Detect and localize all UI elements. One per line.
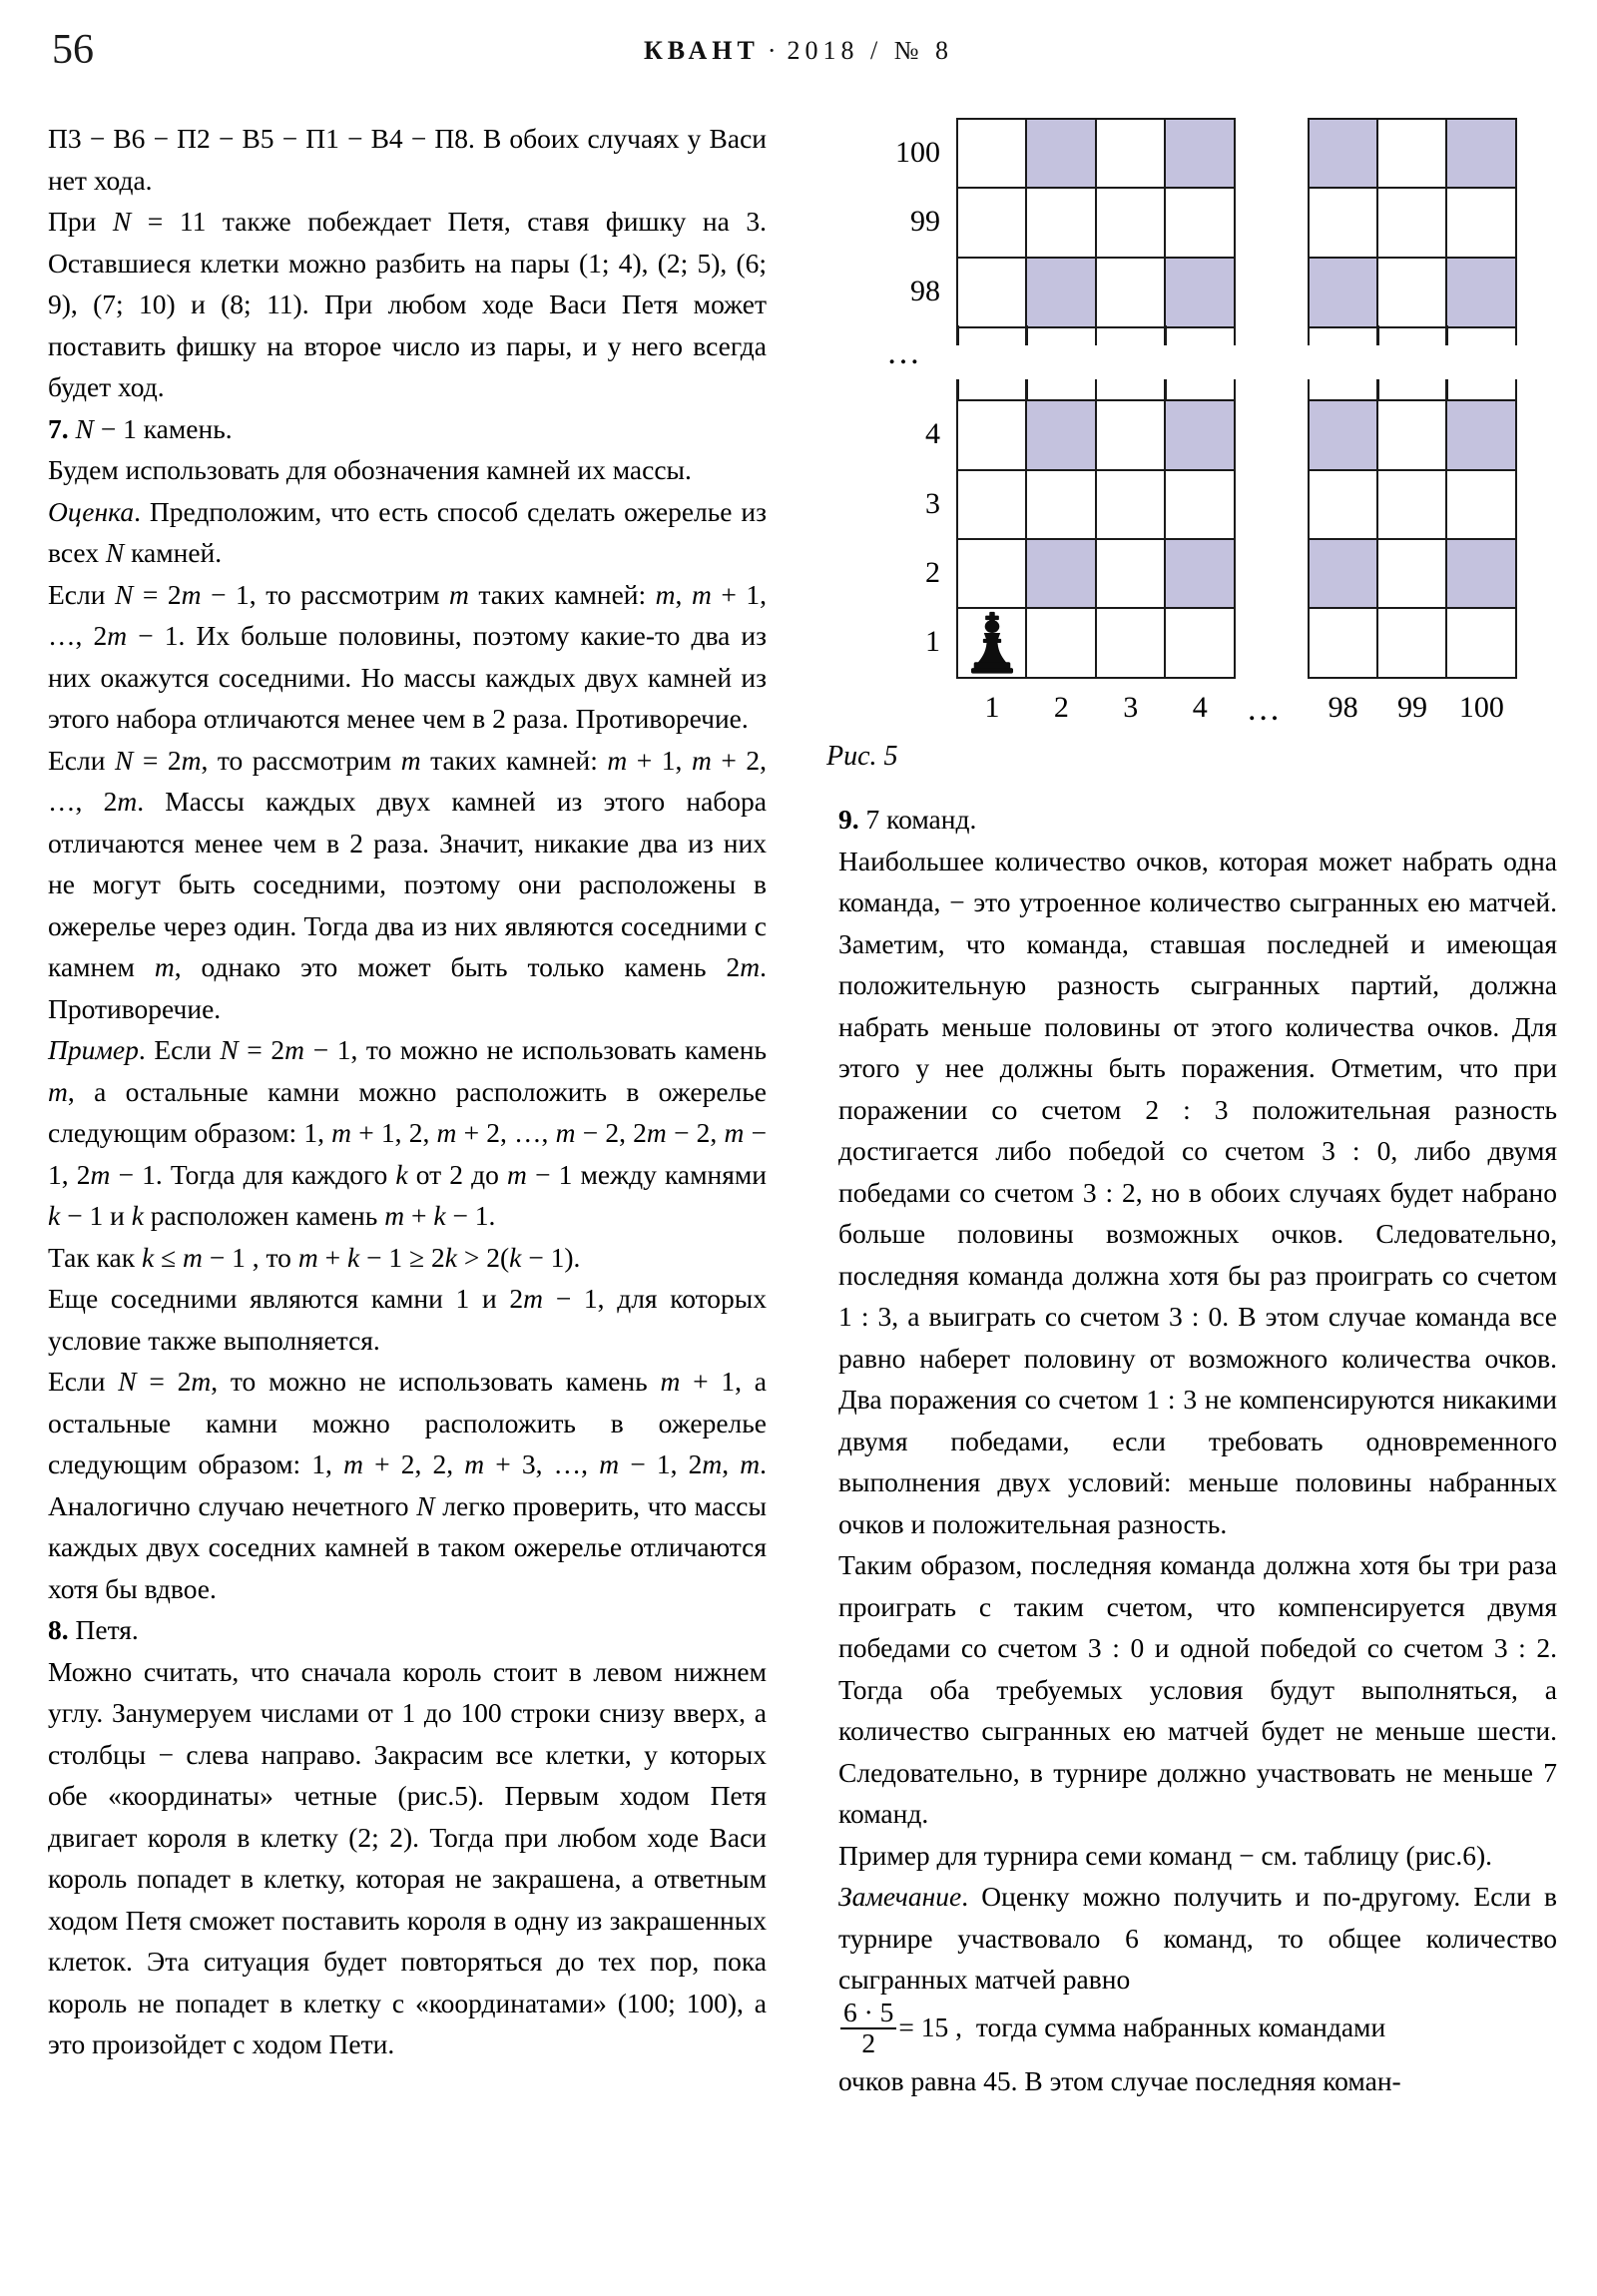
col-label-1: 1 <box>984 691 1000 725</box>
left-text-column <box>48 118 767 2065</box>
grid-stub-tick <box>1515 379 1518 399</box>
board-cell-99-99 <box>1376 187 1448 259</box>
board-cell-100-2 <box>1445 538 1517 610</box>
board-cell-2-99 <box>1025 187 1097 259</box>
board-cell-4-3 <box>1164 469 1236 541</box>
row-ellipsis: … <box>886 334 924 372</box>
problem-8-body: Можно считать, что сначала король стоит в левом нижнем углу. Занумеруем числами от 1 до 100 строки снизу вверх, а столбцы − слева направо. Закрасим все клетки, у которых обе «координаты» четные (рис.5). Первым ходом Петя двигает короля в клетку (2; 2). Тогда при любом ходе Васи король попадет в клетку, которая не закрашена, а ответным ходом Петя сможет поставить короля в одну из закрашенных клеток. Эта ситуация будет повторяться до тех пор, пока король не попадет в клетку с «координатами» (100; 100), а это произойдет с ходом Пети. <box>48 1655 767 2059</box>
fraction-6x5-over-2 <box>840 1996 896 2058</box>
grid-stub-tick <box>1095 379 1098 399</box>
fraction-line <box>838 1996 1557 2060</box>
zamechanie-tail: очков равна 45. В этом случае последняя коман- <box>838 2064 1401 2096</box>
board-cell-100-100 <box>1445 118 1517 190</box>
magazine-title: КВАНТ <box>643 36 760 65</box>
board-cell-3-100 <box>1095 118 1167 190</box>
issue-label: 2018 / № 8 <box>787 36 954 65</box>
board-cell-1-98 <box>956 257 1028 328</box>
board-cell-99-3 <box>1376 469 1448 541</box>
figure-caption: Рис. 5 <box>826 741 898 773</box>
grid-stub-tick <box>1164 379 1167 399</box>
board-cell-2-98 <box>1025 257 1097 328</box>
board-cell-99-2 <box>1376 538 1448 610</box>
problem-9-body-1: Наибольшее количество очков, которая может набрать одна команда, − это утроенное количество сыгранных ею матчей. Заметим, что команда, ставшая последней и имеющая положительную разность сыгранных партий, должна набрать меньше половины от этого количества очков. Для этого у нее должны быть поражения. Отметим, что при поражении со счетом 2 : 3 положительная разность достигается либо победой со счетом 3 : 0, либо двумя победами со счетом 3 : 2, но в обоих случаях будет набрано больше половины возможных очков. Следовательно, последняя команда должна хотя бы раз проиграть со счетом 1 : 3, а выиграть со счетом 3 : 0. В этом случае команда все равно наберет половину от возможного количества очков. Два поражения со счетом 1 : 3 не компенсируются никакими двумя победами, если требовать одновременного выполнения двух условий: меньше половины набранных очков и положительная разность. <box>838 845 1557 1539</box>
board-cell-3-1 <box>1095 607 1167 679</box>
board-cell-3-2 <box>1095 538 1167 610</box>
board-cell-4-98 <box>1164 257 1236 328</box>
col-label-100: 100 <box>1458 691 1504 725</box>
grid-stub-tick <box>956 379 959 399</box>
col-label-98: 98 <box>1328 691 1358 725</box>
grid-stub-tick <box>1515 325 1518 345</box>
row-label-1: 1 <box>925 625 940 659</box>
row-label-99: 99 <box>910 205 940 239</box>
row-label-2: 2 <box>925 556 940 589</box>
zamechanie-label: Замечание <box>838 1881 962 1913</box>
board-cell-98-100 <box>1308 118 1379 190</box>
problem-8-number: 8. <box>48 1614 69 1645</box>
board-cell-3-98 <box>1095 257 1167 328</box>
case-even-paragraph: Если N = 2m, то рассмотрим m таких камней: m + 1, m + 2, …, 2m. Массы каждых двух камней из этого набора отличаются менее чем в 2 раза. Значит, никакие два из них не могут быть соседними, поэтому они расположены в ожерелье через один. Тогда два из них являются соседними с камнем m, однако это может быть только камень 2m. Противоречие. <box>48 744 767 1024</box>
board-cell-100-4 <box>1445 399 1517 471</box>
board-cell-4-99 <box>1164 187 1236 259</box>
fraction-equals: = 15 , <box>898 2011 963 2043</box>
grid-stub-tick <box>1308 325 1311 345</box>
column-ellipsis: … <box>1246 691 1285 729</box>
row-label-4: 4 <box>925 417 940 451</box>
page-number: 56 <box>52 27 94 73</box>
fraction-numerator: 6 · 5 <box>843 1996 894 2027</box>
row-label-98: 98 <box>910 274 940 307</box>
problem-7-heading <box>48 408 767 450</box>
board-cell-98-4 <box>1308 399 1379 471</box>
ocenka-paragraph <box>48 491 767 574</box>
board-cell-99-98 <box>1376 257 1448 328</box>
ocenka-label: Оценка <box>48 495 135 527</box>
header-separator: · <box>767 36 780 65</box>
grid-stub-tick <box>1234 325 1237 345</box>
board-cell-1-2 <box>956 538 1028 610</box>
grid-stub-tick <box>1025 379 1028 399</box>
board-cell-100-1 <box>1445 607 1517 679</box>
problem-9-body-3: Пример для турнира семи команд − см. таблицу (рис.6). <box>838 1839 1493 1871</box>
problem-8-heading <box>48 1609 767 1651</box>
board-cell-98-2 <box>1308 538 1379 610</box>
problem-7-number: 7. <box>48 412 69 444</box>
board-cell-99-1 <box>1376 607 1448 679</box>
row-label-100: 100 <box>895 136 940 169</box>
board-cell-98-99 <box>1308 187 1379 259</box>
primer-tail-paragraph: Еще соседними являются камни 1 и 2m − 1, для которых условие также выполняется. <box>48 1283 767 1356</box>
zamechanie-mid-text: тогда сумма набранных командами <box>975 2011 1386 2043</box>
board-cell-100-99 <box>1445 187 1517 259</box>
case-odd-paragraph: Если N = 2m − 1, то рассмотрим m таких камней: m, m + 1, …, 2m − 1. Их больше половины, поэтому какие-то два из них окажутся соседними. Но массы каждых двух камней из этого набора отличаются менее чем в 2 раза. Противоречие. <box>48 578 768 734</box>
board-cell-98-98 <box>1308 257 1379 328</box>
grid-stub-tick <box>956 325 959 345</box>
col-label-3: 3 <box>1123 691 1139 725</box>
grid-stub-tick <box>1376 379 1379 399</box>
grid-stub-tick <box>1376 325 1379 345</box>
grid-stub-tick <box>1095 325 1098 345</box>
board-cell-2-3 <box>1025 469 1097 541</box>
problem-9-answer: 7 команд. <box>865 804 977 836</box>
row-label-3: 3 <box>925 486 940 520</box>
inequality-line: Так как k ≤ m − 1 , то m + k − 1 ≥ 2k > 2(k − 1). <box>48 1241 581 1273</box>
board-cell-99-4 <box>1376 399 1448 471</box>
board-cell-3-3 <box>1095 469 1167 541</box>
grid-stub-tick <box>1164 325 1167 345</box>
board-cell-98-1 <box>1308 607 1379 679</box>
board-cell-1-3 <box>956 469 1028 541</box>
board-cell-4-4 <box>1164 399 1236 471</box>
board-cell-4-2 <box>1164 538 1236 610</box>
zamechanie-paragraph <box>838 1876 1557 2001</box>
primer-text: . Если N = 2m − 1, то можно не использовать камень m, а остальные камни можно расположить в ожерелье следующим образом: 1, m + 1, 2, m + 2, …, m − 2, 2m − 2, m − 1, 2m − 1. Тогда для каждого k от 2 до m − 1 между камнями k − 1 и k расположен камень m + k − 1. <box>48 1034 768 1231</box>
board-cell-1-99 <box>956 187 1028 259</box>
board-cell-98-3 <box>1308 469 1379 541</box>
board-cell-1-4 <box>956 399 1028 471</box>
grid-stub-tick <box>1445 379 1448 399</box>
problem-9-heading <box>838 799 1557 841</box>
fraction-denominator: 2 <box>840 2027 896 2058</box>
board-cell-100-3 <box>1445 469 1517 541</box>
board-cell-2-4 <box>1025 399 1097 471</box>
figure-5 <box>826 110 1577 789</box>
page-header <box>0 0 1597 92</box>
board-cell-4-100 <box>1164 118 1236 190</box>
board-cell-2-100 <box>1025 118 1097 190</box>
chessboard-diagram <box>838 110 1577 789</box>
board-cell-4-1 <box>1164 607 1236 679</box>
problem-7-intro: Будем использовать для обозначения камней их массы. <box>48 454 692 485</box>
problem-9-number: 9. <box>838 804 859 836</box>
board-cell-3-99 <box>1095 187 1167 259</box>
board-cell-3-4 <box>1095 399 1167 471</box>
right-text-column <box>838 799 1557 2101</box>
col-label-4: 4 <box>1192 691 1208 725</box>
grid-stub-tick <box>1234 379 1237 399</box>
grid-stub-tick <box>1025 325 1028 345</box>
board-cell-2-2 <box>1025 538 1097 610</box>
ocenka-text: . Предположим, что есть способ сделать ожерелье из всех N камней. <box>48 495 767 568</box>
running-head <box>0 36 1597 66</box>
problem-7-answer: N − 1 камень. <box>75 412 233 444</box>
paragraph-p3-sequence: П3 − В6 − П2 − В5 − П1 − В4 − П8. В обоих случаях у Васи нет хода. <box>48 123 767 196</box>
zamechanie-head-text: . Оценку можно получить и по-другому. Если в турнире участвовало 6 команд, то общее количество сыгранных матчей равно <box>838 1881 1557 1996</box>
board-cell-99-100 <box>1376 118 1448 190</box>
problem-8-answer: Петя. <box>75 1614 139 1645</box>
paragraph-n11: При N = 11 также побеждает Петя, ставя фишку на 3. Оставшиеся клетки можно разбить на пары (1; 4), (2; 5), (6; 9), (7; 10) и (8; 11). При любом ходе Васи Петя может поставить фишку на второе число из пары, и у него всегда будет ход. <box>48 206 767 402</box>
chess-king-icon <box>964 611 1020 675</box>
primer-paragraph <box>48 1029 767 1237</box>
board-cell-1-100 <box>956 118 1028 190</box>
problem-9-body-2: Таким образом, последняя команда должна хотя бы три раза проиграть с таким счетом, что компенсируется двумя победами со счетом 3 : 0 и одной победой со счетом 3 : 2. Тогда оба требуемых условия будут выполняться, а количество сыгранных ею матчей будет не меньше шести. Следовательно, в турнире должно участвовать не меньше 7 команд. <box>838 1549 1557 1830</box>
board-cell-100-98 <box>1445 257 1517 328</box>
grid-stub-tick <box>1308 379 1311 399</box>
primer-label: Пример <box>48 1034 139 1065</box>
col-label-99: 99 <box>1397 691 1427 725</box>
col-label-2: 2 <box>1053 691 1069 725</box>
case-even-example-paragraph: Если N = 2m, то можно не использовать камень m + 1, а остальные камни можно расположить в ожерелье следующим образом: 1, m + 2, 2, m + 3, …, m − 1, 2m, m. Аналогично случаю нечетного N легко проверить, что массы каждых двух соседних камней в таком ожерелье отличаются хотя бы вдвое. <box>48 1366 768 1604</box>
board-cell-2-1 <box>1025 607 1097 679</box>
grid-stub-tick <box>1445 325 1448 345</box>
